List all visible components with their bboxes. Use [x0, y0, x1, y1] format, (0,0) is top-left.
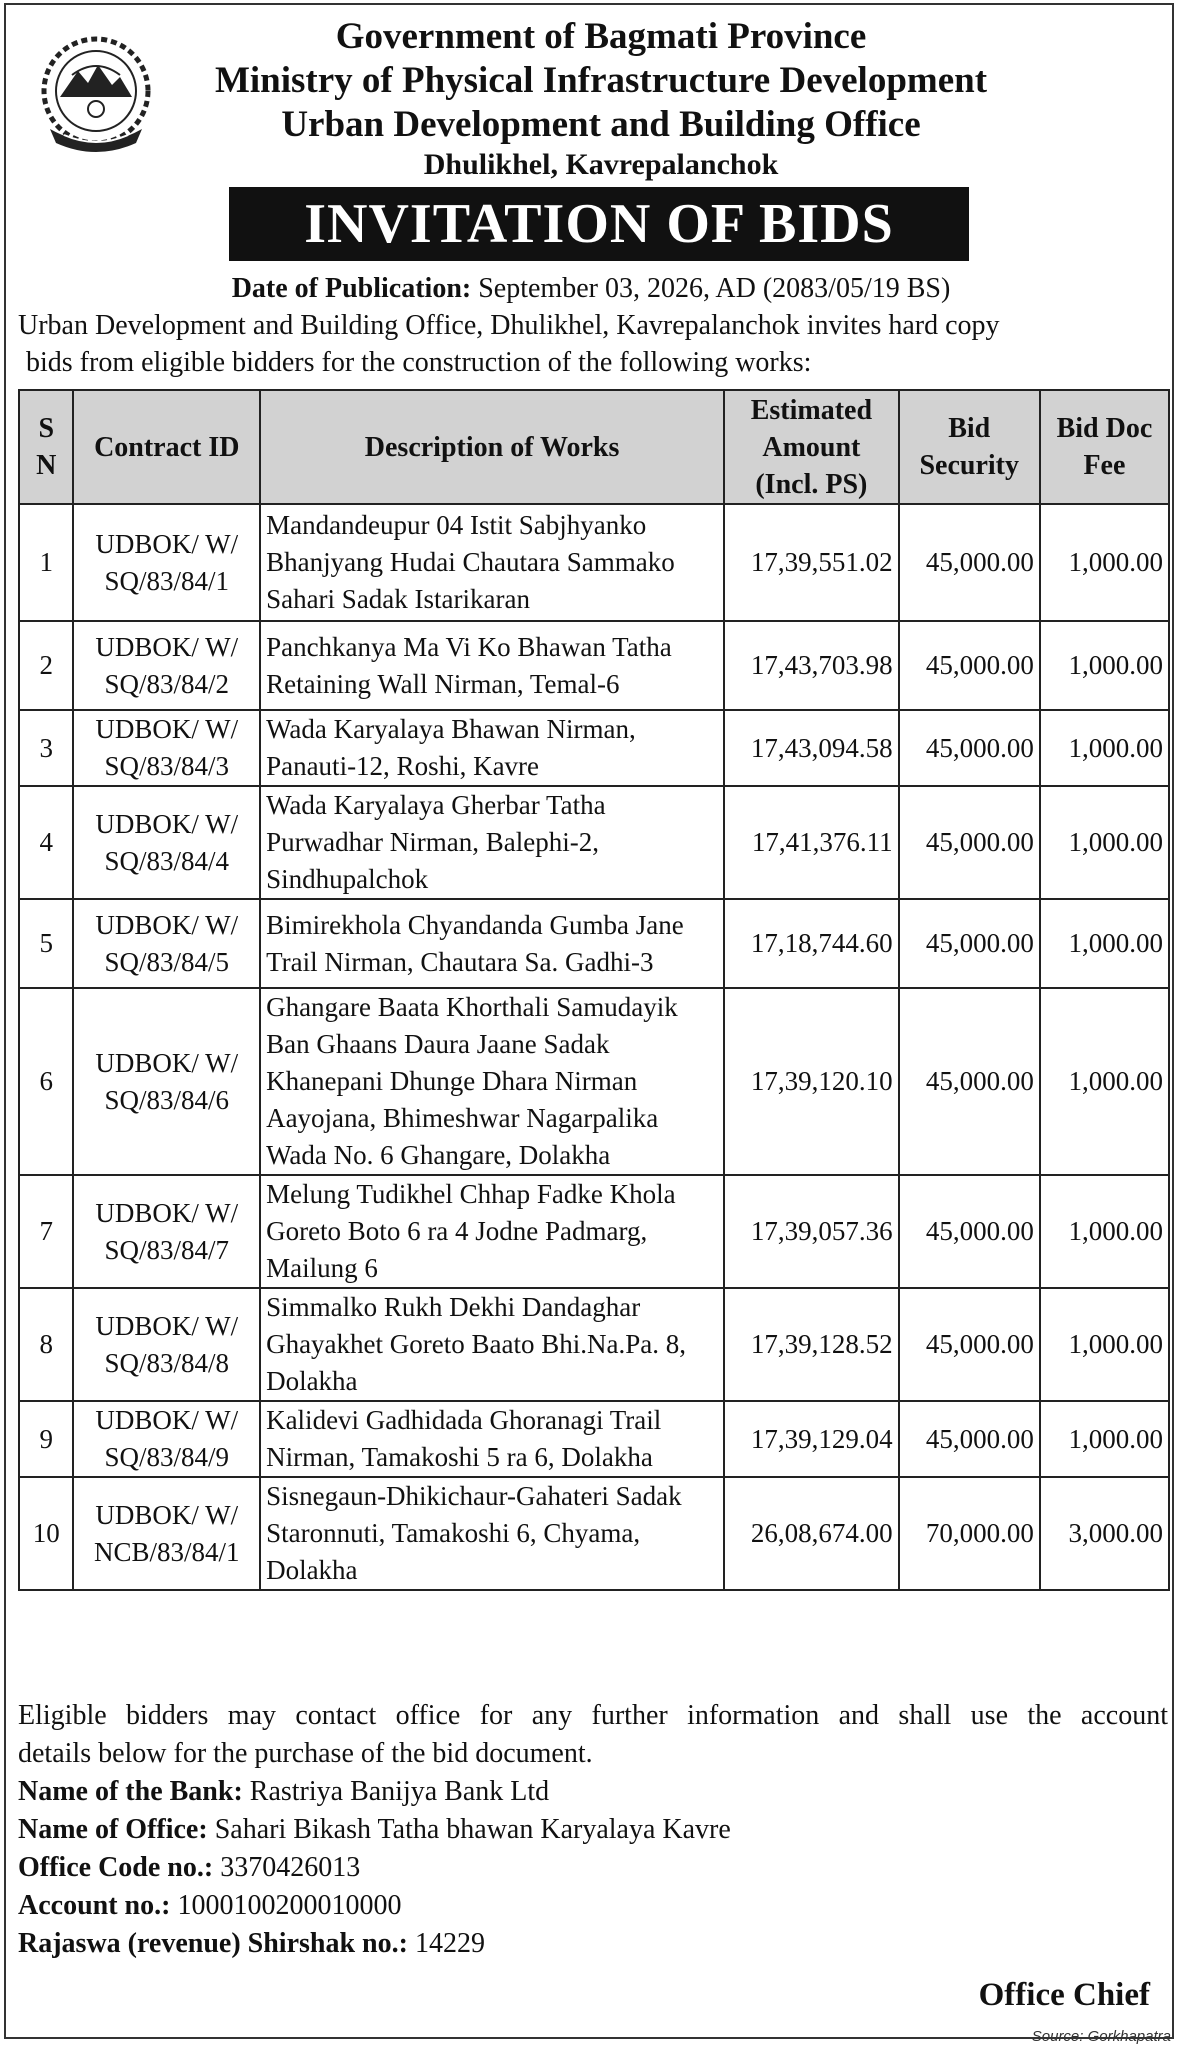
header-line-office: Urban Development and Building Office — [281, 104, 921, 145]
row-description: Bimirekhola Chyandanda Gumba Jane Trail Nirman, Chautara Sa. Gadhi-3 — [260, 899, 724, 988]
header-bid-security: Bid Security — [899, 390, 1040, 504]
table-row — [19, 1175, 1169, 1288]
intro-line-2: bids from eligible bidders for the construction of the following works: — [26, 347, 812, 378]
office-code: Office Code no.: 3370426013 — [18, 1852, 361, 1883]
row-bid-security: 45,000.00 — [899, 1175, 1040, 1288]
row-description: Kalidevi Gadhidada Ghoranagi Trail Nirman, Tamakoshi 5 ra 6, Dolakha — [260, 1401, 724, 1477]
row-sn: 4 — [19, 786, 73, 899]
row-description: Panchkanya Ma Vi Ko Bhawan Tatha Retaining Wall Nirman, Temal-6 — [260, 621, 724, 710]
table-header-row — [19, 390, 1169, 504]
row-contract-id: UDBOK/ W/ SQ/83/84/2 — [73, 621, 260, 710]
row-sn: 9 — [19, 1401, 73, 1477]
row-bid-doc-fee: 1,000.00 — [1040, 710, 1169, 786]
row-sn: 8 — [19, 1288, 73, 1401]
row-sn: 2 — [19, 621, 73, 710]
row-bid-doc-fee: 1,000.00 — [1040, 1175, 1169, 1288]
row-bid-security: 45,000.00 — [899, 988, 1040, 1175]
notice-title-banner: INVITATION OF BIDS — [229, 187, 969, 261]
row-bid-security: 70,000.00 — [899, 1477, 1040, 1590]
row-estimated-amount: 17,39,551.02 — [724, 504, 899, 621]
notice-page — [4, 3, 1174, 2039]
row-contract-id: UDBOK/ W/ SQ/83/84/5 — [73, 899, 260, 988]
row-contract-id: UDBOK/ W/ NCB/83/84/1 — [73, 1477, 260, 1590]
intro-text — [18, 307, 1168, 381]
table-row — [19, 1477, 1169, 1590]
row-bid-security: 45,000.00 — [899, 899, 1040, 988]
row-estimated-amount: 17,39,129.04 — [724, 1401, 899, 1477]
row-bid-doc-fee: 3,000.00 — [1040, 1477, 1169, 1590]
row-bid-security: 45,000.00 — [899, 786, 1040, 899]
office-name: Name of Office: Sahari Bikash Tatha bhawan Karyalaya Kavre — [18, 1814, 731, 1845]
row-estimated-amount: 17,43,094.58 — [724, 710, 899, 786]
table-row — [19, 621, 1169, 710]
row-sn: 10 — [19, 1477, 73, 1590]
row-description: Simmalko Rukh Dekhi Dandaghar Ghayakhet Goreto Baato Bhi.Na.Pa. 8, Dolakha — [260, 1288, 724, 1401]
header-description: Description of Works — [260, 390, 724, 504]
row-bid-security: 45,000.00 — [899, 1288, 1040, 1401]
row-bid-security: 45,000.00 — [899, 621, 1040, 710]
table-row — [19, 988, 1169, 1175]
header-estimated-amount: Estimated Amount (Incl. PS) — [724, 390, 899, 504]
row-bid-doc-fee: 1,000.00 — [1040, 786, 1169, 899]
row-description: Sisnegaun-Dhikichaur-Gahateri Sadak Staronnuti, Tamakoshi 6, Chyama, Dolakha — [260, 1477, 724, 1590]
table-row — [19, 710, 1169, 786]
account-number: Account no.: 1000100200010000 — [18, 1890, 402, 1921]
row-contract-id: UDBOK/ W/ SQ/83/84/6 — [73, 988, 260, 1175]
row-bid-security: 45,000.00 — [899, 1401, 1040, 1477]
row-contract-id: UDBOK/ W/ SQ/83/84/1 — [73, 504, 260, 621]
row-contract-id: UDBOK/ W/ SQ/83/84/7 — [73, 1175, 260, 1288]
row-contract-id: UDBOK/ W/ SQ/83/84/4 — [73, 786, 260, 899]
publication-date — [6, 271, 1176, 307]
table-row — [19, 504, 1169, 621]
row-contract-id: UDBOK/ W/ SQ/83/84/3 — [73, 710, 260, 786]
government-emblem-icon — [28, 31, 164, 159]
row-bid-doc-fee: 1,000.00 — [1040, 899, 1169, 988]
publication-date-label: Date of Publication: — [231, 273, 472, 304]
footer-note-line-2: details below for the purchase of the bid document. — [18, 1738, 593, 1769]
row-bid-doc-fee: 1,000.00 — [1040, 1288, 1169, 1401]
row-bid-doc-fee: 1,000.00 — [1040, 621, 1169, 710]
row-description: Ghangare Baata Khorthali Samudayik Ban Ghaans Daura Jaane Sadak Khanepani Dhunge Dhara Nirman Aayojana, Bhimeshwar Nagarpalika Wada No. 6 Ghangare, Dolakha — [260, 988, 724, 1175]
row-estimated-amount: 17,43,703.98 — [724, 621, 899, 710]
row-estimated-amount: 17,41,376.11 — [724, 786, 899, 899]
row-sn: 7 — [19, 1175, 73, 1288]
table-row — [19, 1288, 1169, 1401]
bank-name: Name of the Bank: Rastriya Banijya Bank Ltd — [18, 1776, 550, 1807]
row-sn: 5 — [19, 899, 73, 988]
header-line-location: Dhulikhel, Kavrepalanchok — [423, 148, 779, 181]
header-contract-id: Contract ID — [73, 390, 260, 504]
row-contract-id: UDBOK/ W/ SQ/83/84/9 — [73, 1401, 260, 1477]
publication-date-value: September 03, 2026, AD (2083/05/19 BS) — [471, 273, 951, 304]
office-header — [166, 15, 1036, 183]
row-sn: 1 — [19, 504, 73, 621]
revenue-heading-number: Rajaswa (revenue) Shirshak no.: 14229 — [18, 1928, 485, 1959]
header-bid-doc-fee: Bid Doc Fee — [1040, 390, 1169, 504]
header-sn: S N — [19, 390, 73, 504]
table-row — [19, 786, 1169, 899]
row-bid-doc-fee: 1,000.00 — [1040, 988, 1169, 1175]
table-row — [19, 899, 1169, 988]
header-line-ministry: Ministry of Physical Infrastructure Development — [214, 60, 988, 101]
row-estimated-amount: 17,39,057.36 — [724, 1175, 899, 1288]
row-sn: 3 — [19, 710, 73, 786]
bids-table — [18, 389, 1170, 1591]
row-bid-security: 45,000.00 — [899, 504, 1040, 621]
row-description: Melung Tudikhel Chhap Fadke Khola Goreto Boto 6 ra 4 Jodne Padmarg, Mailung 6 — [260, 1175, 724, 1288]
row-description: Wada Karyalaya Bhawan Nirman, Panauti-12, Roshi, Kavre — [260, 710, 724, 786]
row-description: Wada Karyalaya Gherbar Tatha Purwadhar Nirman, Balephi-2, Sindhupalchok — [260, 786, 724, 899]
row-estimated-amount: 26,08,674.00 — [724, 1477, 899, 1590]
source-credit: Source: Gorkhapatra — [1031, 2028, 1171, 2045]
row-bid-doc-fee: 1,000.00 — [1040, 504, 1169, 621]
footer-details — [18, 1697, 1168, 1963]
row-bid-doc-fee: 1,000.00 — [1040, 1401, 1169, 1477]
row-contract-id: UDBOK/ W/ SQ/83/84/8 — [73, 1288, 260, 1401]
header-line-government: Government of Bagmati Province — [335, 16, 867, 57]
signatory: Office Chief — [978, 1977, 1150, 2013]
row-sn: 6 — [19, 988, 73, 1175]
row-estimated-amount: 17,39,128.52 — [724, 1288, 899, 1401]
row-bid-security: 45,000.00 — [899, 710, 1040, 786]
row-description: Mandandeupur 04 Istit Sabjhyanko Bhanjyang Hudai Chautara Sammako Sahari Sadak Istarikaran — [260, 504, 724, 621]
footer-note-line-1: Eligible bidders may contact office for any further information and shall use the account — [18, 1700, 1168, 1731]
row-estimated-amount: 17,18,744.60 — [724, 899, 899, 988]
intro-line-1: Urban Development and Building Office, Dhulikhel, Kavrepalanchok invites hard copy — [18, 310, 1000, 341]
table-row — [19, 1401, 1169, 1477]
row-estimated-amount: 17,39,120.10 — [724, 988, 899, 1175]
